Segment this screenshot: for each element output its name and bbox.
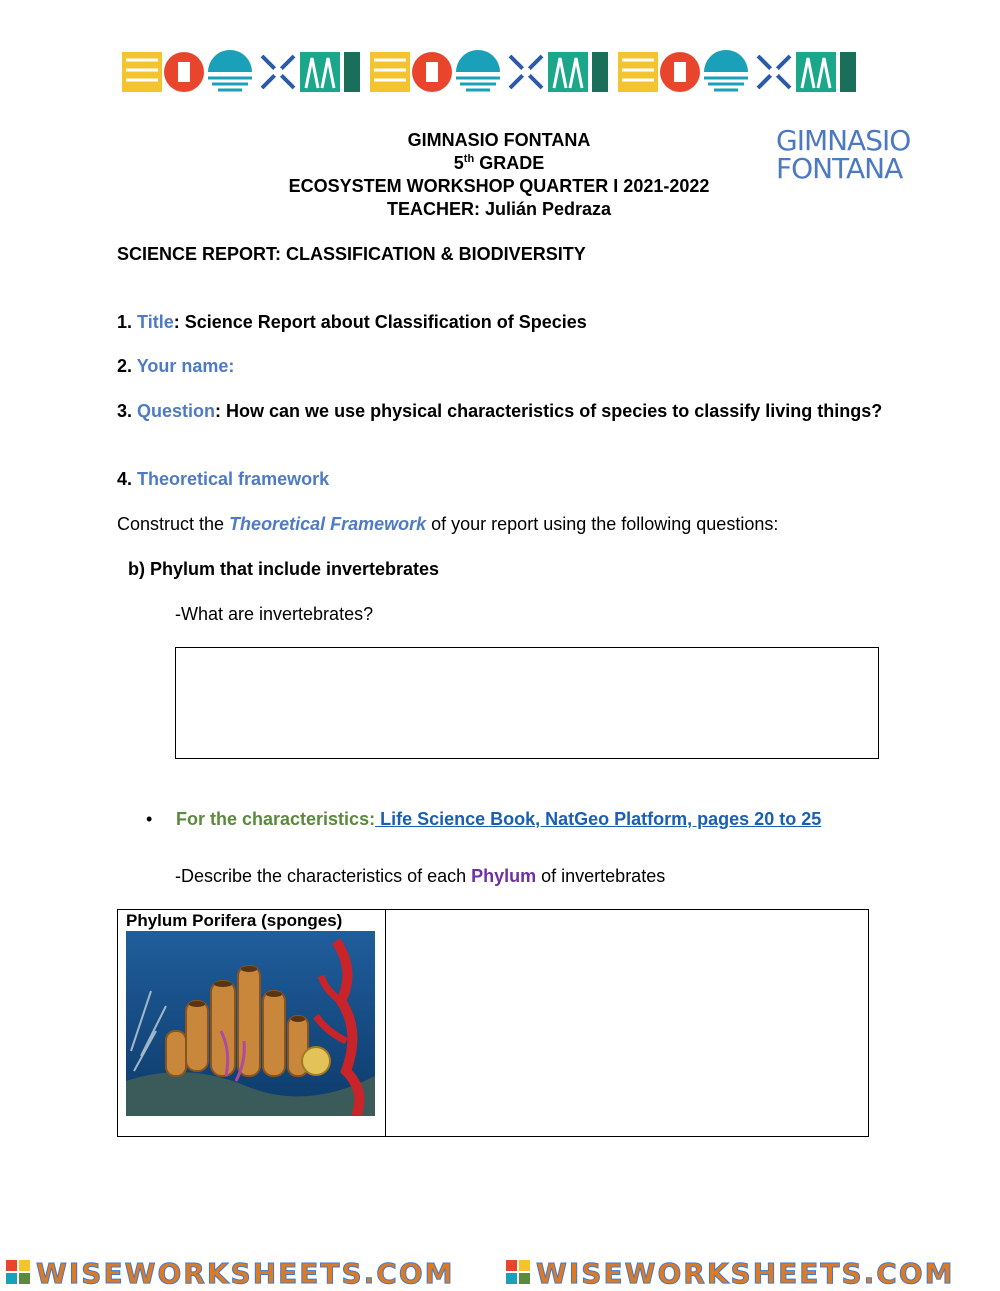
instructions-pre: Construct the [117,514,230,534]
watermark-icon [6,1260,30,1284]
watermark-icon-2 [506,1260,530,1284]
item-title-number: 1. [117,312,133,332]
describe-pre: -Describe the characteristics of each [175,866,472,886]
decorative-banner [122,48,874,96]
item-name-number: 2. [117,356,133,376]
item-framework-number: 4. [117,469,133,489]
item-framework-label: Theoretical framework [137,469,330,489]
bullet-symbol: • [146,809,153,829]
answer-box[interactable] [175,647,879,759]
grade-word: GRADE [479,153,545,173]
describe-emphasis: Phylum [471,866,537,886]
instructions [117,513,778,536]
item-question-value: : How can we use physical characteristics of species to classify living things? [215,401,883,421]
item-framework [117,468,329,491]
instructions-emphasis: Theoretical Framework [229,514,427,534]
describe-instruction [175,865,665,888]
school-name: GIMNASIO FONTANA [407,130,591,150]
grade-suffix: th [463,153,475,165]
table-divider [385,910,386,1136]
item-title-value: : Science Report about Classification of Species [173,312,587,332]
characteristics-label: For the characteristics: [176,809,376,829]
watermark [0,1256,1000,1288]
instructions-post: of your report using the following questions: [426,514,779,534]
phylum-table [117,909,869,1137]
watermark-text-2: WISEWORKSHEETS.COM [536,1257,955,1288]
logo-line-1: GIMNASIO [776,124,911,157]
item-question-label: Question [137,401,216,421]
source-link[interactable]: Life Science Book, NatGeo Platform, pages 20 to 25 [375,809,822,829]
section-b-heading: b) Phylum that include invertebrates [128,559,440,579]
describe-post: of invertebrates [536,866,666,886]
school-logo [776,124,916,185]
invertebrates-question: -What are invertebrates? [175,604,374,624]
teacher-line: TEACHER: Julián Pedraza [386,199,612,219]
grade-number: 5 [453,153,464,173]
banner-pattern [122,50,856,92]
characteristics-source [176,808,821,831]
item-title-label: Title [137,312,174,332]
workshop-line: ECOSYSTEM WORKSHOP QUARTER I 2021-2022 [288,176,710,196]
item-name-label: Your name: [136,356,235,376]
item-question-number: 3. [117,401,133,421]
grade-line [230,152,768,175]
item-question [117,400,887,423]
watermark-text-1: WISEWORKSHEETS.COM [36,1257,455,1288]
phylum-label: Phylum Porifera (sponges) [126,911,343,930]
report-title: SCIENCE REPORT: CLASSIFICATION & BIODIVERSITY [117,244,586,264]
item-name [117,355,234,378]
item-title [117,311,587,334]
sponge-photo [126,931,375,1116]
logo-line-2: FONTANA [776,152,903,185]
